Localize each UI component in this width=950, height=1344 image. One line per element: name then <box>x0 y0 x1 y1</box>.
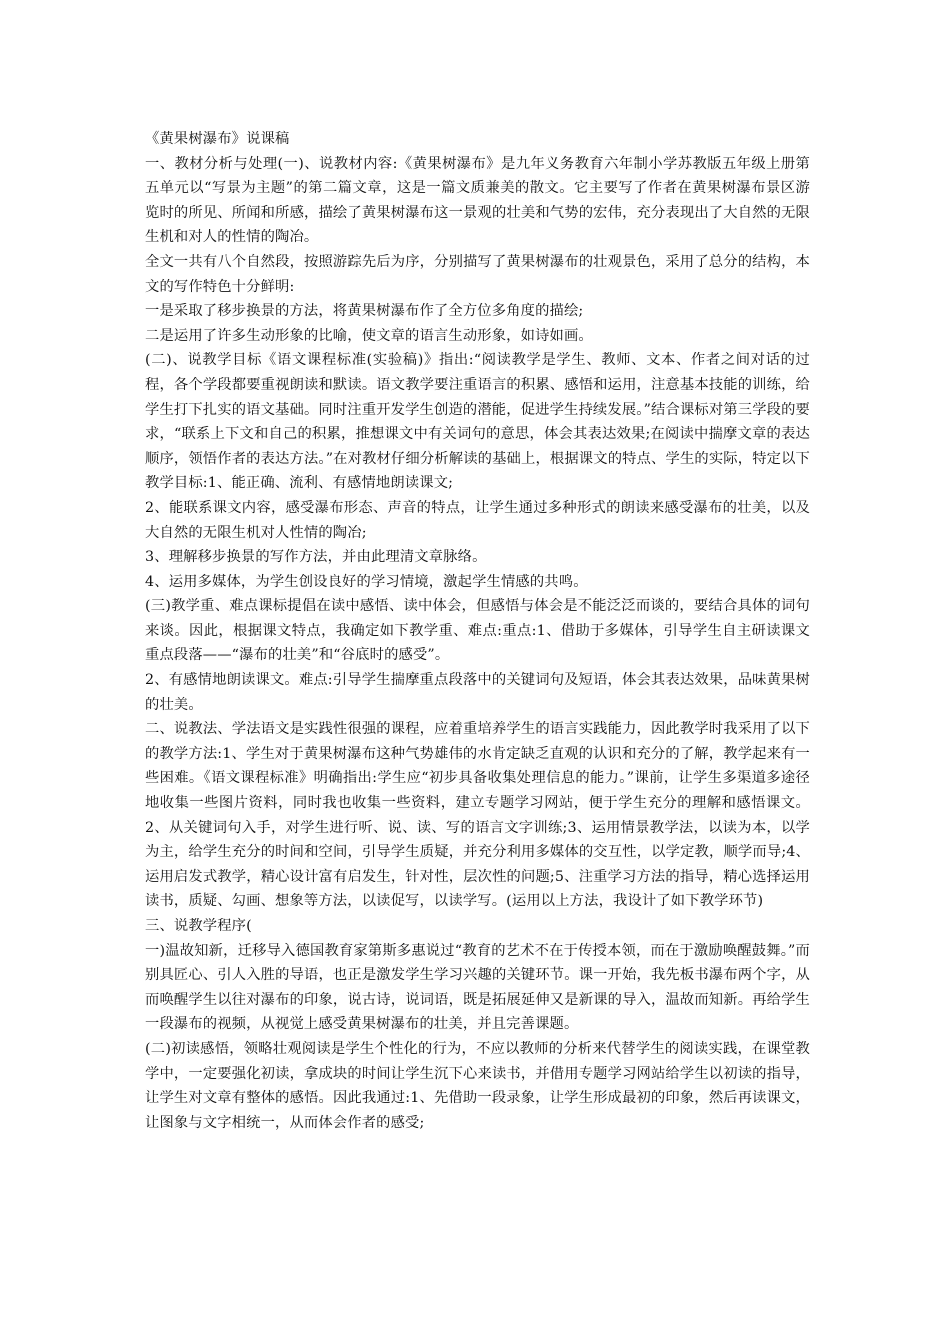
paragraph-goal-three: 3、理解移步换景的写作方法，并由此理清文章脉络。 <box>145 549 487 566</box>
paragraph-goal-two: 2、能联系课文内容，感受瀑布形态、声音的特点，让学生通过多种形式的朗读来感受瀑布的壮美，以及大自然的无限生机对人性情的陶冶; <box>145 499 810 541</box>
paragraph-goal-four: 4、运用多媒体，为学生创设良好的学习情境，激起学生情感的共鸣。 <box>145 573 588 590</box>
document-page <box>145 127 810 1135</box>
paragraph-structure: 全文一共有八个自然段，按照游踪先后为序，分别描写了黄果树瀑布的壮观景色，采用了总分的结构，本文的写作特色十分鲜明: <box>145 253 810 295</box>
paragraph-teaching-goals: (二)、说教学目标《语文课程标准(实验稿)》指出:“阅读教学是学生、教师、文本、作者之间对话的过程，各个学段都要重视朗读和默读。语文教学要注重语言的积累、感悟和运用，注意基本技能的训练，给学生打下扎实的语文基础。同时注重开发学生创造的潜能，促进学生持续发展。”结合课标对第三学段的要求，“联系上下文和自己的积累，推想课文中有关词句的意思，体会其表达效果;在阅读中揣摩文章的表达顺序，领悟作者的表达方法。”在对教材仔细分析解读的基础上，根据课文的特点、学生的实际，特定以下教学目标:1、能正确、流利、有感情地朗读课文; <box>145 352 810 492</box>
paragraph-step-two: (二)初读感悟，领略壮观阅读是学生个性化的行为，不应以教师的分析来代替学生的阅读实践，在课堂教学中，一定要强化初读，拿成块的时间让学生沉下心来读书，并借用专题学习网站给学生以初读的指导，让学生对文章有整体的感悟。因此我通过:1、先借助一段录象，让学生形成最初的印象，然后再读课文，让图象与文字相统一，从而体会作者的感受; <box>145 1040 810 1131</box>
paragraph-difficult-points: 2、有感情地朗读课文。难点:引导学生揣摩重点段落中的关键词句及短语，体会其表达效果，品味黄果树的壮美。 <box>145 672 810 713</box>
paragraph-procedure-heading: 三、说教学程序( <box>145 918 252 934</box>
paragraph-key-points: (三)教学重、难点课标提倡在读中感悟、读中体会，但感悟与体会是不能泛泛而谈的，要结合具体的词句来谈。因此，根据课文特点，我确定如下教学重、难点:重点:1、借助于多媒体，引导学生自主研读课文重点段落——“瀑布的壮美”和“谷底时的感受”。 <box>145 598 810 664</box>
paragraph-teaching-methods: 二、说教法、学法语文是实践性很强的课程，应着重培养学生的语言实践能力，因此教学时我采用了以下的教学方法:1、学生对于黄果树瀑布这种气势雄伟的水肯定缺乏直观的认识和充分的了解，教学起来有一些困难。《语文课程标准》明确指出:学生应“初步具备收集处理信息的能力。”课前，让学生多渠道多途径地收集一些图片资料，同时我也收集一些资料，建立专题学习网站，便于学生充分的理解和感悟课文。2、从关键词句入手，对学生进行听、说、读、写的语言文字训练;3、运用情景教学法，以读为本，以学为主，给学生充分的时间和空间，引导学生质疑，并充分利用多媒体的交互性，以学定教，顺学而导;4、运用启发式教学，精心设计富有启发生，针对性，层次性的问题;5、注重学习方法的指导，精心选择运用读书，质疑、勾画、想象等方法，以读促写，以读学写。(运用以上方法，我设计了如下教学环节) <box>145 721 810 910</box>
document-title: 《黄果树瀑布》说课稿 <box>145 131 290 147</box>
paragraph-feature-one: 一是采取了移步换景的方法，将黄果树瀑布作了全方位多角度的描绘; <box>145 303 584 320</box>
paragraph-step-one: 一)温故知新，迁移导入德国教育家第斯多惠说过“教育的艺术不在于传授本领，而在于激励唤醒鼓舞。”而别具匠心、引人入胜的导语，也正是激发学生学习兴趣的关键环节。课一开始，我先板书瀑布两个字，从而唤醒学生以往对瀑布的印象，说古诗，说词语，既是拓展延伸又是新课的导入，温故而知新。再给学生一段瀑布的视频，从视觉上感受黄果树瀑布的壮美，并且完善课题。 <box>145 942 810 1033</box>
paragraph-feature-two: 二是运用了许多生动形象的比喻，使文章的语言生动形象，如诗如画。 <box>145 327 593 344</box>
paragraph-textbook-analysis: 一、教材分析与处理(一)、说教材内容:《黄果树瀑布》是九年义务教育六年制小学苏教版五年级上册第五单元以“写景为主题”的第二篇文章，这是一篇文质兼美的散文。它主要写了作者在黄果树瀑布景区游览时的所见、所闻和所感，描绘了黄果树瀑布这一景观的壮美和气势的宏伟，充分表现出了大自然的无限生机和对人的性情的陶冶。 <box>145 155 810 246</box>
